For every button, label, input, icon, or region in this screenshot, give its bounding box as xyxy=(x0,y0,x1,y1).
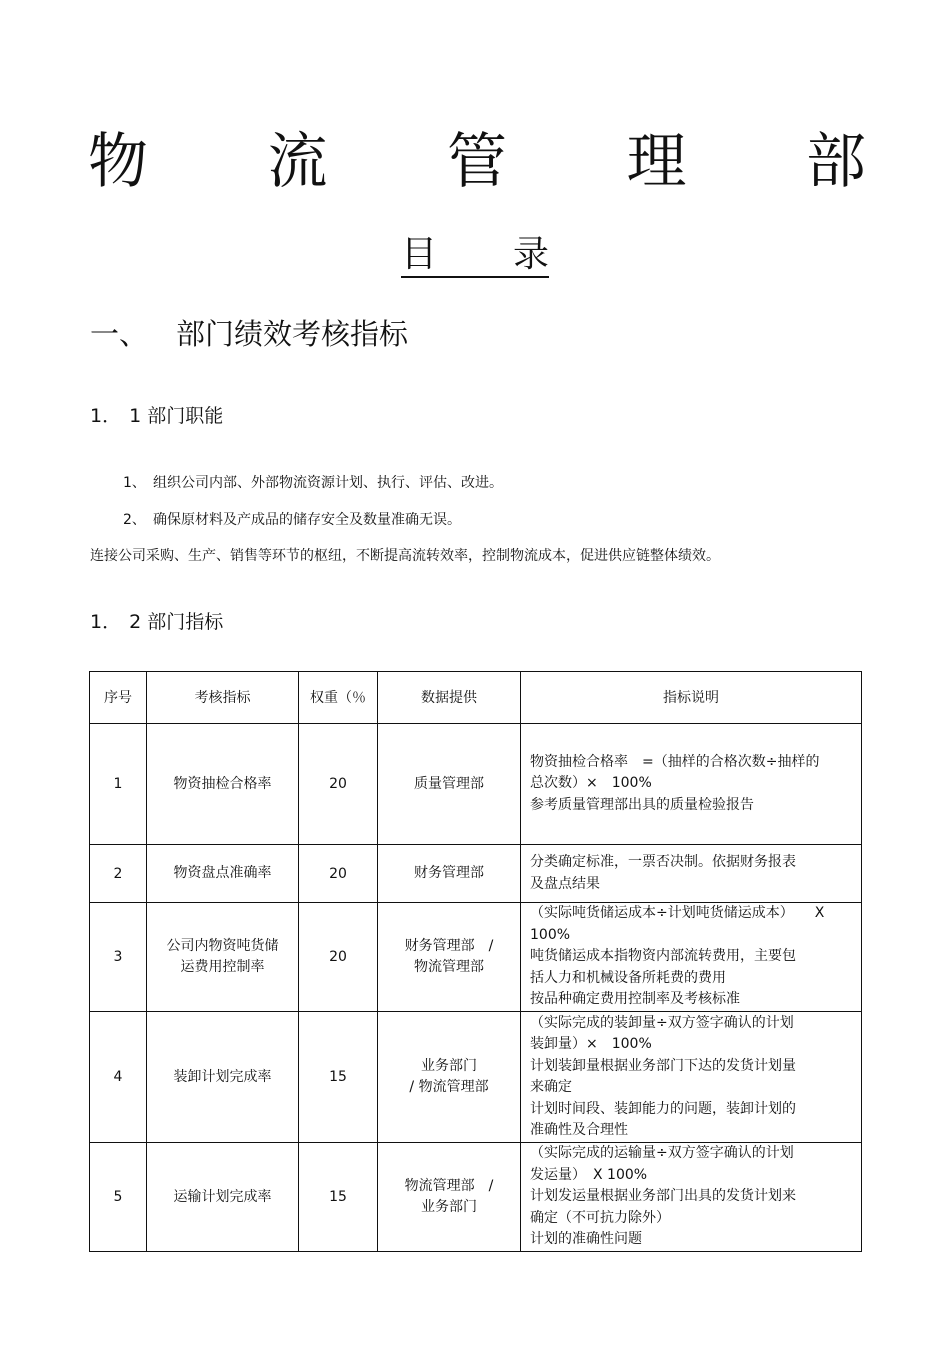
desc-line: 计划的准确性问题 xyxy=(530,1231,642,1248)
function-item-3: 连接公司采购、生产、销售等环节的枢纽，不断提高流转效率，控制物流成本，促进供应链整体绩效。 xyxy=(90,548,720,564)
cell-description xyxy=(521,845,862,903)
cell-source xyxy=(378,1143,521,1252)
function-item-1 xyxy=(123,472,503,494)
table-row xyxy=(90,1143,862,1252)
header-no: 序号 xyxy=(90,672,147,724)
item-text: 组织公司内部、外部物流资源计划、执行、评估、改进。 xyxy=(153,475,503,491)
cell-indicator xyxy=(147,1012,299,1143)
header-source: 数据提供 xyxy=(378,672,521,724)
cell-no: 1 xyxy=(90,724,147,845)
desc-line: （实际吨货储运成本÷计划吨货储运成本） X xyxy=(530,905,825,922)
title-char: 管 xyxy=(447,127,507,197)
header-description: 指标说明 xyxy=(521,672,862,724)
item-text: 确保原材料及产成品的储存安全及数量准确无误。 xyxy=(153,512,461,528)
cell-weight: 15 xyxy=(299,1012,378,1143)
desc-line: 确定（不可抗力除外） xyxy=(530,1209,670,1226)
item-number: 2、 xyxy=(123,512,146,528)
cell-source xyxy=(378,903,521,1012)
desc-line: 装卸量）× 100% xyxy=(530,1036,652,1052)
title-char: 理 xyxy=(626,127,687,197)
section-number: 一、 xyxy=(90,317,149,351)
cell-line: 财务管理部 xyxy=(414,865,484,881)
document-title xyxy=(88,122,866,202)
cell-source xyxy=(378,845,521,903)
cell-no: 5 xyxy=(90,1143,147,1252)
cell-weight: 20 xyxy=(299,845,378,903)
cell-line: 物资抽检合格率 xyxy=(173,775,272,792)
table-row xyxy=(90,1012,862,1143)
desc-line: 吨货储运成本指物资内部流转费用，主要包 xyxy=(530,948,796,965)
cell-line: / 物流管理部 xyxy=(409,1079,489,1095)
cell-line: 物资盘点准确率 xyxy=(173,865,272,881)
cell-weight: 15 xyxy=(299,1143,378,1252)
cell-description xyxy=(521,724,862,845)
desc-line: 计划时间段、装卸能力的问题，装卸计划的 xyxy=(530,1100,796,1117)
cell-line: 装卸计划完成率 xyxy=(173,1068,272,1085)
cell-indicator xyxy=(147,1143,299,1252)
desc-line: 分类确定标准，一票否决制。依据财务报表 xyxy=(530,854,796,870)
desc-line: 计划发运量根据业务部门出具的发货计划来 xyxy=(530,1188,796,1205)
cell-line: 质量管理部 xyxy=(414,775,484,792)
desc-line: 参考质量管理部出具的质量检验报告 xyxy=(530,796,754,813)
cell-line: 物流管理部 xyxy=(414,959,484,975)
table-row xyxy=(90,845,862,903)
subsection-heading-functions xyxy=(90,402,223,430)
desc-line: （实际完成的运输量÷双方签字确认的计划 xyxy=(530,1145,794,1162)
desc-line: 计划装卸量根据业务部门下达的发货计划量 xyxy=(530,1057,796,1074)
desc-line: 发运量） X 100% xyxy=(530,1166,648,1183)
cell-line: 公司内物资吨货储 xyxy=(166,938,279,954)
cell-source xyxy=(378,1012,521,1143)
cell-no: 2 xyxy=(90,845,147,903)
table-row xyxy=(90,724,862,845)
desc-line: 来确定 xyxy=(530,1079,572,1095)
indicator-table xyxy=(89,671,862,1252)
cell-description xyxy=(521,1012,862,1143)
subsection-title: 2 部门指标 xyxy=(129,611,224,633)
desc-line: 括人力和机械设备所耗费的费用 xyxy=(530,969,726,986)
item-number: 1、 xyxy=(123,475,146,491)
cell-weight: 20 xyxy=(299,903,378,1012)
section-heading xyxy=(90,312,408,356)
cell-line: 物流管理部 / xyxy=(404,1178,494,1194)
cell-line: 运输计划完成率 xyxy=(173,1188,272,1205)
table-header-row xyxy=(90,672,862,724)
toc-heading xyxy=(401,226,549,278)
header-indicator: 考核指标 xyxy=(147,672,299,724)
desc-line: 总次数）× 100% xyxy=(530,775,652,792)
cell-no: 4 xyxy=(90,1012,147,1143)
desc-line: （实际完成的装卸量÷双方签字确认的计划 xyxy=(530,1014,794,1031)
cell-indicator xyxy=(147,724,299,845)
cell-indicator xyxy=(147,903,299,1012)
cell-description xyxy=(521,1143,862,1252)
cell-no: 3 xyxy=(90,903,147,1012)
toc-char: 录 xyxy=(512,233,549,275)
function-item-2 xyxy=(123,509,461,531)
title-char: 流 xyxy=(267,127,328,197)
subsection-number: 1． xyxy=(90,611,122,633)
desc-line: 按品种确定费用控制率及考核标准 xyxy=(530,991,740,1008)
desc-line: 准确性及合理性 xyxy=(530,1122,628,1138)
cell-line: 业务部门 xyxy=(421,1199,477,1215)
desc-line: 100% xyxy=(530,926,571,943)
toc-char: 目 xyxy=(401,233,438,275)
cell-description xyxy=(521,903,862,1012)
cell-line: 财务管理部 / xyxy=(404,938,494,954)
cell-line: 业务部门 xyxy=(421,1058,477,1074)
cell-source xyxy=(378,724,521,845)
cell-weight: 20 xyxy=(299,724,378,845)
title-char: 部 xyxy=(806,127,866,197)
title-char: 物 xyxy=(88,127,148,197)
section-title: 部门绩效考核指标 xyxy=(176,317,409,351)
cell-line: 运费用控制率 xyxy=(180,959,265,975)
header-weight: 权重（％ xyxy=(299,672,378,724)
cell-indicator xyxy=(147,845,299,903)
subsection-heading-indicators xyxy=(90,608,223,636)
desc-line: 物资抽检合格率 =（抽样的合格次数÷抽样的 xyxy=(530,753,820,770)
desc-line: 及盘点结果 xyxy=(530,875,600,892)
subsection-title: 1 部门职能 xyxy=(129,405,224,427)
table-row xyxy=(90,903,862,1012)
subsection-number: 1． xyxy=(90,405,122,427)
